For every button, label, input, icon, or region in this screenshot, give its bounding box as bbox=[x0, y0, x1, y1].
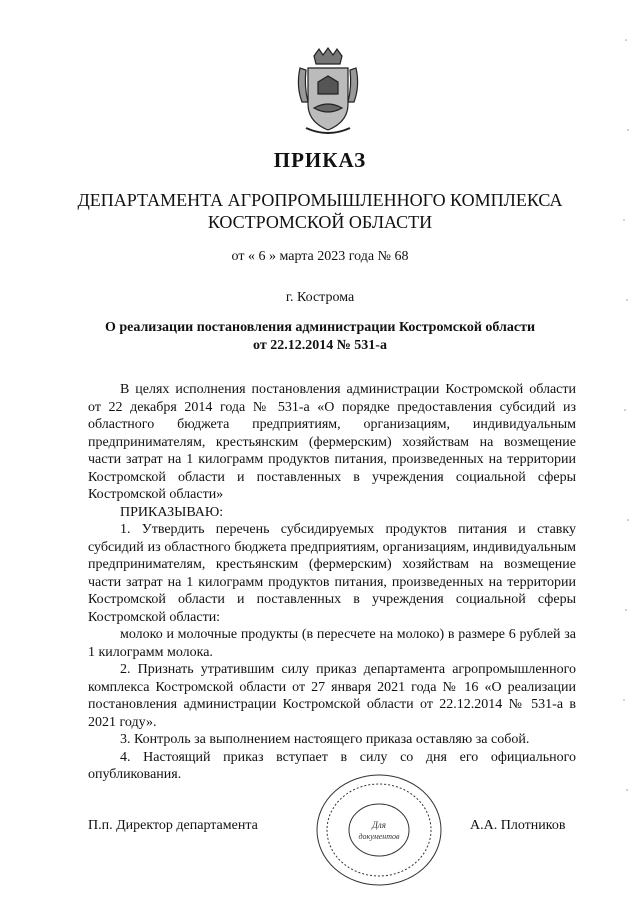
order-subject-line1: О реализации постановления администрации Костромской области bbox=[104, 320, 536, 335]
item-4-paragraph: 4. Настоящий приказ вступает в силу со дня его официального опубликования. bbox=[88, 749, 576, 782]
item-2-paragraph: 2. Признать утратившим силу приказ департамента агропромышленного комплекса Костромской области от 27 января 2021 года № 16 «О реализации постановления администрации Костромской области от 22.12.2014 № 531-а в 2021 году». bbox=[88, 662, 576, 730]
order-date-number: от « 6 » марта 2023 года № 68 bbox=[231, 249, 409, 264]
scan-margin-noise bbox=[616, 0, 636, 905]
preamble-paragraph: В целях исполнения постановления администрации Костромской области от 22 декабря 2014 года № 531-а «О порядке предоставления субсидий из областного бюджета предприятиям, организациям, индивидуальным предпринимателям, крестьянским (фермерским) хозяйствам на возмещение части затрат на 1 килограмм продуктов питания, произведенных на территории Костромской области и поставленных в учреждения социальной сферы Костромской области» bbox=[88, 382, 576, 502]
signatory-name: А.А. Плотников bbox=[470, 818, 566, 833]
department-name-line1: ДЕПАРТАМЕНТА АГРОПРОМЫШЛЕННОГО КОМПЛЕКСА bbox=[77, 190, 563, 210]
coat-of-arms-emblem bbox=[292, 46, 364, 138]
seal-center-text-1: Для bbox=[372, 820, 386, 830]
item-1-paragraph: 1. Утвердить перечень субсидируемых продуктов питания и ставку субсидий из областного бюджета предприятиям, организациям, индивидуальным предпринимателям, крестьянским (фермерским) хозяйствам на возмещение части затрат на 1 килограмм продуктов питания, произведенных на территории Костромской области и поставленных в учреждения социальной сферы Костромской области: bbox=[88, 522, 576, 625]
order-title: ПРИКАЗ bbox=[273, 148, 367, 172]
seal-center-text-2: документов bbox=[358, 832, 400, 841]
order-body bbox=[88, 381, 576, 784]
order-keyword: ПРИКАЗЫВАЮ: bbox=[120, 504, 224, 520]
department-name-line2: КОСТРОМСКОЙ ОБЛАСТИ bbox=[207, 212, 433, 232]
item-1-product-paragraph: молоко и молочные продукты (в пересчете на молоко) в размере 6 рублей за 1 килограмм молока. bbox=[88, 627, 576, 660]
order-subject-line2: от 22.12.2014 № 531-а bbox=[253, 338, 387, 353]
item-3-paragraph: 3. Контроль за выполнением настоящего приказа оставляю за собой. bbox=[120, 732, 530, 747]
city: г. Кострома bbox=[285, 290, 355, 305]
signatory-position: П.п. Директор департамента bbox=[88, 818, 258, 833]
official-seal-stamp bbox=[314, 772, 444, 888]
